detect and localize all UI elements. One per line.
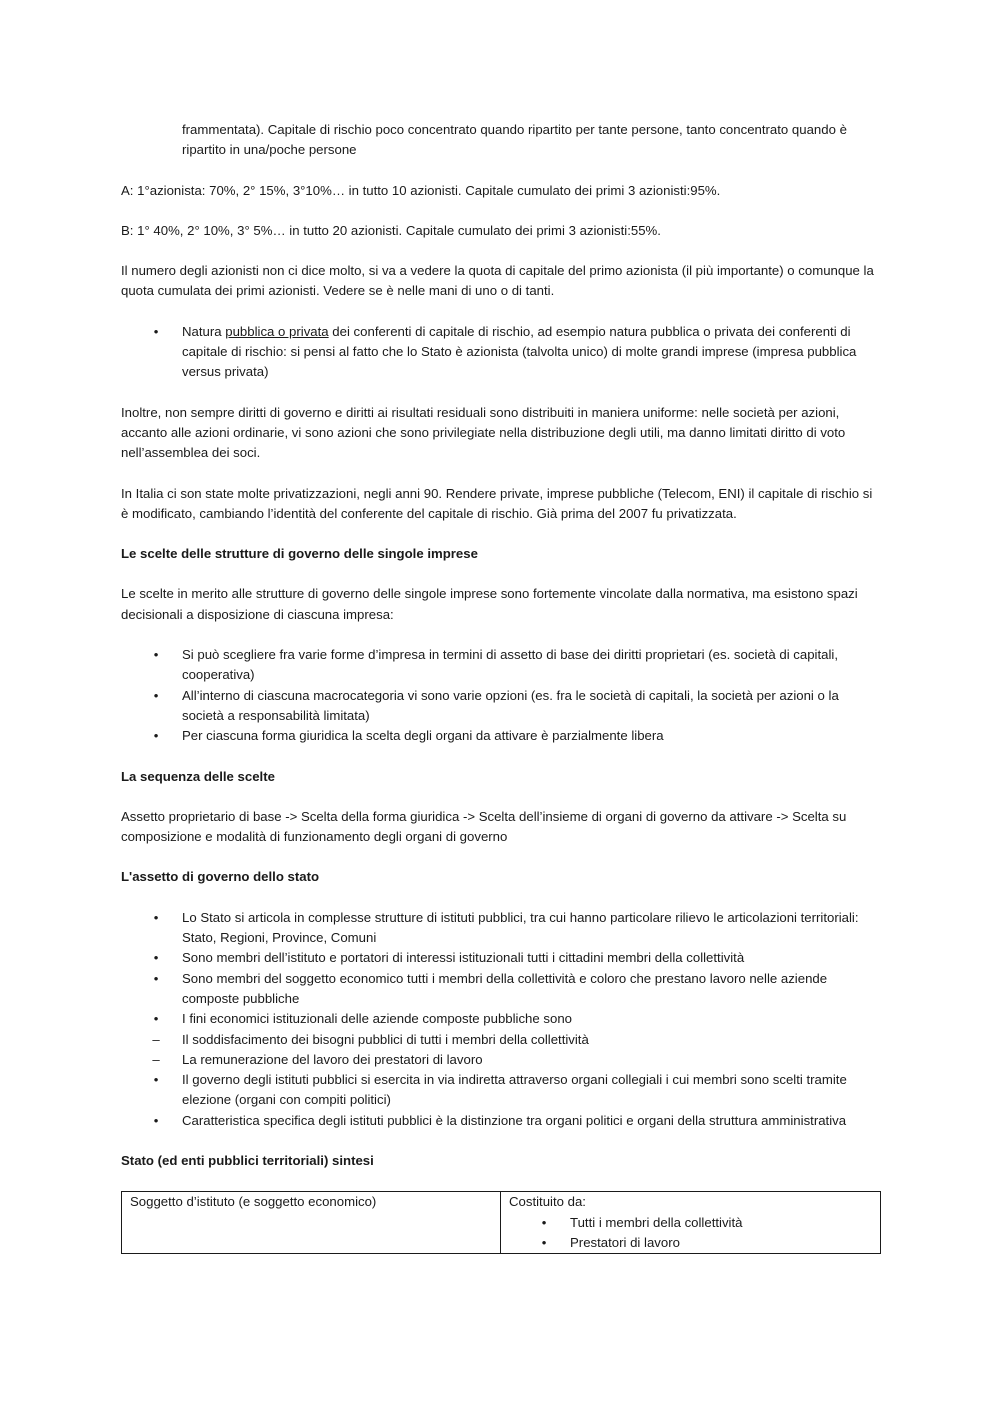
bullet-icon: •: [541, 1214, 547, 1230]
table-cell-list: [509, 1213, 872, 1254]
list-item-text: Si può scegliere fra varie forme d’impresa in termini di assetto di base dei diritti proprietari (es. società di capitali, cooperativa): [182, 647, 839, 683]
heading-scelte: Le scelte delle strutture di governo delle singole imprese: [121, 546, 478, 562]
bullet-icon: •: [153, 1072, 159, 1088]
list-item: [121, 948, 881, 968]
bullet-icon: •: [153, 323, 159, 339]
paragraph-example-a: A: 1°azionista: 70%, 2° 15%, 3°10%… in tutto 10 azionisti. Capitale cumulato dei primi 3 azionisti:95%.: [121, 182, 721, 198]
list-item: [121, 969, 881, 1010]
summary-table: [121, 1191, 881, 1254]
bullet-icon: •: [153, 728, 159, 744]
paragraph-example-b: B: 1° 40%, 2° 10%, 3° 5%… in tutto 20 azionisti. Capitale cumulato dei primi 3 azionisti:55%.: [121, 222, 661, 238]
bullet-icon: •: [153, 687, 159, 703]
dash-icon: –: [152, 1051, 160, 1067]
heading-sintesi: Stato (ed enti pubblici territoriali) sintesi: [121, 1152, 374, 1168]
list-item: [121, 1009, 881, 1029]
paragraph-intro-continuation: frammentata). Capitale di rischio poco concentrato quando ripartito per tante persone, tanto concentrato quando è ripartito in una/poche persone: [182, 122, 847, 158]
paragraph-scelte: Le scelte in merito alle strutture di governo delle singole imprese sono fortemente vincolate dalla normativa, ma esistono spazi decisionali a disposizione di ciascuna impresa:: [121, 586, 858, 622]
list-item: [509, 1213, 872, 1233]
bullet-text-after: dei conferenti di capitale di rischio, ad esempio natura pubblica o privata dei conferenti di capitale di rischio: si pensi al fatto che lo Stato è azionista (talvolta unico) di molte grandi imprese (impresa pubblica versus privata): [182, 323, 857, 380]
list-item: [121, 1050, 881, 1070]
list-item-text: Tutti i membri della collettività: [570, 1214, 743, 1230]
list-item-text: Prestatori di lavoro: [570, 1234, 680, 1250]
list-item: [121, 1111, 881, 1131]
bullet-icon: •: [153, 1112, 159, 1128]
heading-assetto-stato: L'assetto di governo dello stato: [121, 869, 320, 885]
list-item: [121, 908, 881, 949]
list-item: [121, 322, 881, 383]
list-item-text: La remunerazione del lavoro dei prestatori di lavoro: [182, 1051, 483, 1067]
list-item: [121, 645, 881, 686]
list-natura: [121, 322, 881, 383]
list-scelte: [121, 645, 881, 746]
paragraph-inoltre: Inoltre, non sempre diritti di governo e diritti ai risultati residuali sono distribuiti in maniera uniforme: nelle società per azioni, accanto alle azioni ordinarie, vi sono azioni che sono privilegiate nella distribuzione degli utili, ma danno limitati diritto di voto nell’assemblea dei soci.: [121, 404, 846, 461]
paragraph-sequenza: Assetto proprietario di base -> Scelta della forma giuridica -> Scelta dell’insieme di organi di governo da attivare -> Scelta su composizione e modalità di funzionamento degli organi di governo: [121, 808, 847, 845]
list-item: [121, 1030, 881, 1050]
bullet-icon: •: [153, 647, 159, 663]
list-item: [121, 1070, 881, 1111]
list-item-text: Il governo degli istituti pubblici si esercita in via indiretta attraverso organi collegiali i cui membri sono scelti tramite elezione (organi con compiti politici): [182, 1072, 847, 1108]
table-row: [122, 1192, 881, 1254]
bullet-icon: •: [153, 950, 159, 966]
bullet-text-before: Natura: [182, 323, 226, 339]
list-item-text: Caratteristica specifica degli istituti pubblici è la distinzione tra organi politici e organi della struttura amministrativa: [182, 1112, 847, 1128]
list-item: [121, 686, 881, 727]
page-content: [121, 120, 881, 1254]
paragraph-numero-azionisti: Il numero degli azionisti non ci dice molto, si va a vedere la quota di capitale del primo azionista (il più importante) o comunque la quota cumulata dei primi azionisti. Vedere se è nelle mani di uno o di tanti.: [121, 263, 874, 299]
list-item-text: Il soddisfacimento dei bisogni pubblici di tutti i membri della collettività: [182, 1031, 589, 1047]
heading-sequenza: La sequenza delle scelte: [121, 768, 275, 784]
underlined-text: pubblica o privata: [225, 323, 329, 339]
dash-icon: –: [152, 1031, 160, 1047]
bullet-icon: •: [541, 1234, 547, 1250]
list-stato: [121, 908, 881, 1131]
list-item-text: Per ciascuna forma giuridica la scelta degli organi da attivare è parzialmente libera: [182, 728, 664, 744]
list-item: [509, 1233, 872, 1253]
list-item-text: All’interno di ciascuna macrocategoria vi sono varie opzioni (es. fra le società di capitali, la società per azioni o la società a responsabilità limitata): [182, 687, 839, 723]
list-item-text: Lo Stato si articola in complesse strutture di istituti pubblici, tra cui hanno particolare rilievo le articolazioni territoriali: Stato, Regioni, Province, Comuni: [182, 909, 859, 946]
list-item: [121, 726, 881, 746]
list-item-text: I fini economici istituzionali delle aziende composte pubbliche sono: [182, 1011, 572, 1027]
list-item-text: Sono membri dell’istituto e portatori di interessi istituzionali tutti i cittadini membri della collettività: [182, 950, 745, 966]
paragraph-italia: In Italia ci son state molte privatizzazioni, negli anni 90. Rendere private, imprese pubbliche (Telecom, ENI) il capitale di rischio si è modificato, cambiando l’identità del conferente del capitale di rischio. Già prima del 2007 fu privatizzata.: [121, 485, 873, 521]
bullet-icon: •: [153, 909, 159, 925]
bullet-icon: •: [153, 1011, 159, 1027]
list-item-text: Sono membri del soggetto economico tutti i membri della collettività e coloro che prestano lavoro nelle aziende composte pubbliche: [182, 970, 828, 1006]
table-cell-right: [501, 1192, 881, 1254]
bullet-icon: •: [153, 970, 159, 986]
table-cell-left: Soggetto d’istituto (e soggetto economico): [122, 1192, 501, 1254]
table-cell-title: Costituito da:: [509, 1194, 586, 1210]
